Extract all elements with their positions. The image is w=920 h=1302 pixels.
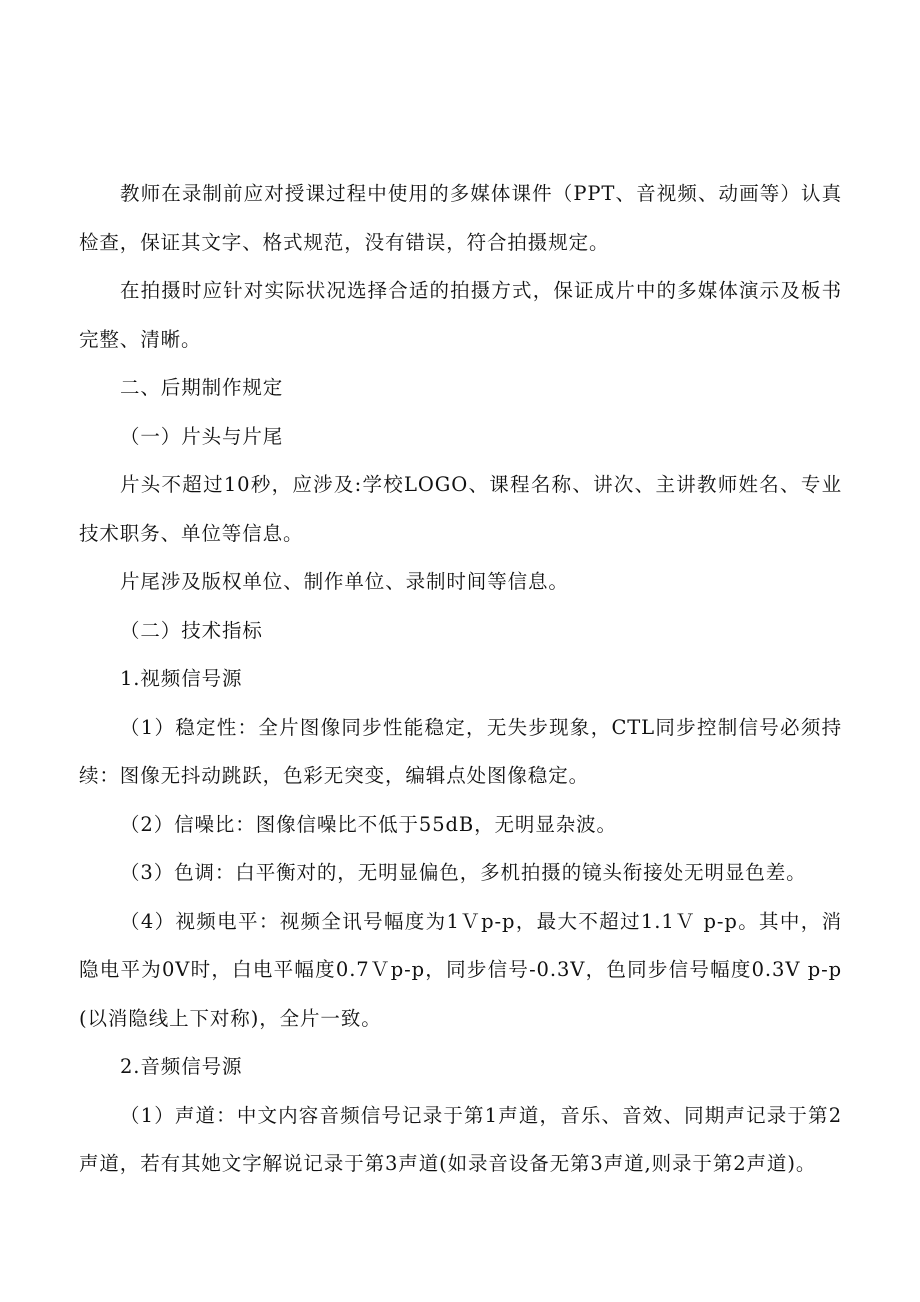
paragraph-intro-requirements: 片头不超过10秒，应涉及:学校LOGO、课程名称、讲次、主讲教师姓名、专业技术职务、单位等信息。 xyxy=(79,473,842,545)
paragraph-audio-channels: （1）声道：中文内容音频信号记录于第1声道，音乐、音效、同期声记录于第2声道，若有其她文字解说记录于第3声道(如录音设备无第3声道,则录于第2声道)。 xyxy=(79,1103,842,1175)
paragraph-shooting-method: 在拍摄时应针对实际状况选择合适的拍摄方式，保证成片中的多媒体演示及板书完整、清晰。 xyxy=(79,279,842,351)
subsection-heading-intro-outro: （一）片头与片尾 xyxy=(120,424,284,448)
paragraph-outro-requirements: 片尾涉及版权单位、制作单位、录制时间等信息。 xyxy=(120,570,569,593)
item-heading-audio-source: 2.音频信号源 xyxy=(120,1055,243,1078)
paragraph-video-level: （4）视频电平：视频全讯号幅度为1Ｖp-p，最大不超过1.1Ｖ p-p。其中，消隐电平为0V时，白电平幅度0.7Ｖp-p，同步信号-0.3V，色同步信号幅度0.3V p-p(以消隐线上下对称)，全片一致。 xyxy=(79,909,842,1030)
paragraph-courseware-check: 教师在录制前应对授课过程中使用的多媒体课件（PPT、音视频、动画等）认真检查，保证其文字、格式规范，没有错误，符合拍摄规定。 xyxy=(79,182,842,254)
subsection-heading-technical-specs: （二）技术指标 xyxy=(120,618,263,642)
paragraph-stability: （1）稳定性：全片图像同步性能稳定，无失步现象，CTL同步控制信号必须持续：图像无抖动跳跃，色彩无突变，编辑点处图像稳定。 xyxy=(79,715,842,787)
paragraph-signal-to-noise: （2）信噪比：图像信噪比不低于55dB，无明显杂波。 xyxy=(120,812,617,836)
section-heading-post-production: 二、后期制作规定 xyxy=(120,376,284,399)
paragraph-color-tone: （3）色调：白平衡对的，无明显偏色，多机拍摄的镜头衔接处无明显色差。 xyxy=(120,861,807,884)
item-heading-video-source: 1.视频信号源 xyxy=(120,667,243,690)
